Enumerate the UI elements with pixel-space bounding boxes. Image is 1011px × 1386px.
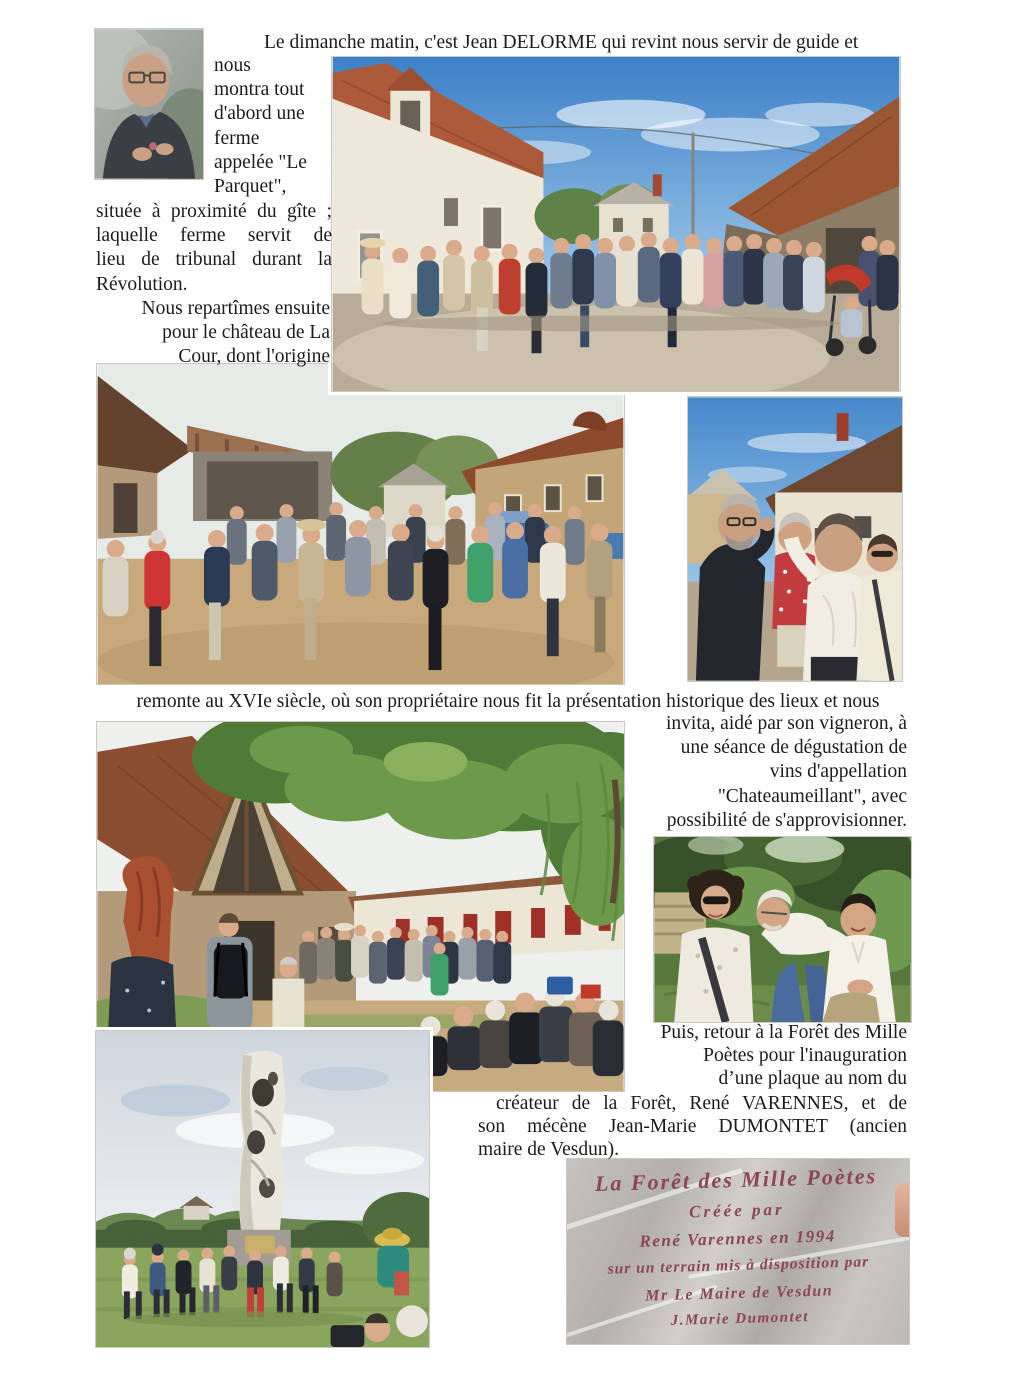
text-line: une séance de dégustation de bbox=[680, 737, 907, 759]
courtyard-crowd-illustration bbox=[97, 364, 624, 684]
text-line: nous bbox=[214, 55, 251, 76]
text-line: créateur de la Forêt, René VARENNES, et de bbox=[496, 1093, 907, 1114]
photo-sculpture-inauguration bbox=[95, 1030, 430, 1348]
guide-portrait-illustration bbox=[95, 29, 203, 179]
text-line: d’une plaque au nom du bbox=[718, 1068, 907, 1090]
puis-paragraph bbox=[599, 1021, 907, 1091]
plaque-line: René Varennes en 1994 bbox=[639, 1226, 837, 1251]
text-line: Puis, retour à la Forêt des Mille bbox=[660, 1022, 907, 1043]
text-line: maire de Vesdun). bbox=[478, 1139, 619, 1161]
left-paragraph-2 bbox=[96, 297, 330, 370]
text-line: laquelle ferme servit de bbox=[96, 225, 332, 247]
group-at-farm-illustration bbox=[332, 57, 900, 391]
text-line: possibilité de s'approvisionner. bbox=[666, 809, 907, 831]
text-line: Révolution. bbox=[96, 273, 188, 295]
text-line: invita, aidé par son vigneron, à bbox=[666, 713, 907, 734]
plaque-line: Créée par bbox=[688, 1199, 785, 1222]
text-line: son mécène Jean-Marie DUMONTET (ancien bbox=[478, 1116, 907, 1138]
plaque-inscription bbox=[566, 1158, 910, 1345]
three-people-illustration bbox=[654, 837, 911, 1022]
text-line: lieu de tribunal durant la bbox=[96, 249, 332, 271]
sculpture-inauguration-illustration bbox=[96, 1031, 429, 1347]
conversation-illustration bbox=[688, 397, 902, 681]
intro-line: Le dimanche matin, c'est Jean DELORME qui revint nous servir de guide et bbox=[264, 32, 859, 53]
text-line: pour le château de La bbox=[162, 322, 330, 344]
text-line: Cour, dont l'origine bbox=[178, 346, 330, 368]
plaque-line: J.Marie Dumontet bbox=[670, 1309, 810, 1329]
text-line: Parquet", bbox=[214, 176, 287, 198]
text-line: montra tout bbox=[214, 79, 305, 101]
photo-courtyard-crowd bbox=[96, 363, 625, 685]
left-paragraph bbox=[96, 200, 332, 297]
photo-three-people bbox=[653, 836, 912, 1023]
photo-guide-portrait bbox=[94, 28, 204, 180]
transition-line: remonte au XVIe siècle, où son propriétaire nous fit la présentation historique des lieux et nous bbox=[136, 691, 880, 712]
plaque-line: La Forêt des Mille Poètes bbox=[594, 1163, 878, 1196]
right-column bbox=[597, 712, 907, 833]
plaque-line: sur un terrain mis à disposition par bbox=[607, 1253, 870, 1278]
text-line: ferme bbox=[214, 127, 260, 149]
text-line: d'abord une bbox=[214, 103, 305, 125]
text-line: appelée "Le bbox=[214, 151, 307, 173]
text-line: "Chateaumeillant", avec bbox=[717, 785, 907, 807]
photo-plaque bbox=[566, 1158, 910, 1345]
text-line: située à proximité du gîte ; bbox=[96, 201, 332, 222]
text-line: Poètes pour l'inauguration bbox=[703, 1045, 907, 1067]
text-line: Nous repartîmes ensuite bbox=[141, 298, 330, 319]
photo-conversation bbox=[687, 396, 903, 682]
text-line: vins d'appellation bbox=[769, 761, 907, 783]
photo-group-at-farm bbox=[331, 56, 901, 392]
wrap-column bbox=[214, 54, 332, 199]
creator-paragraph bbox=[478, 1092, 907, 1162]
finger-over-lens bbox=[895, 1183, 910, 1237]
plaque-line: Mr Le Maire de Vesdun bbox=[644, 1282, 834, 1305]
